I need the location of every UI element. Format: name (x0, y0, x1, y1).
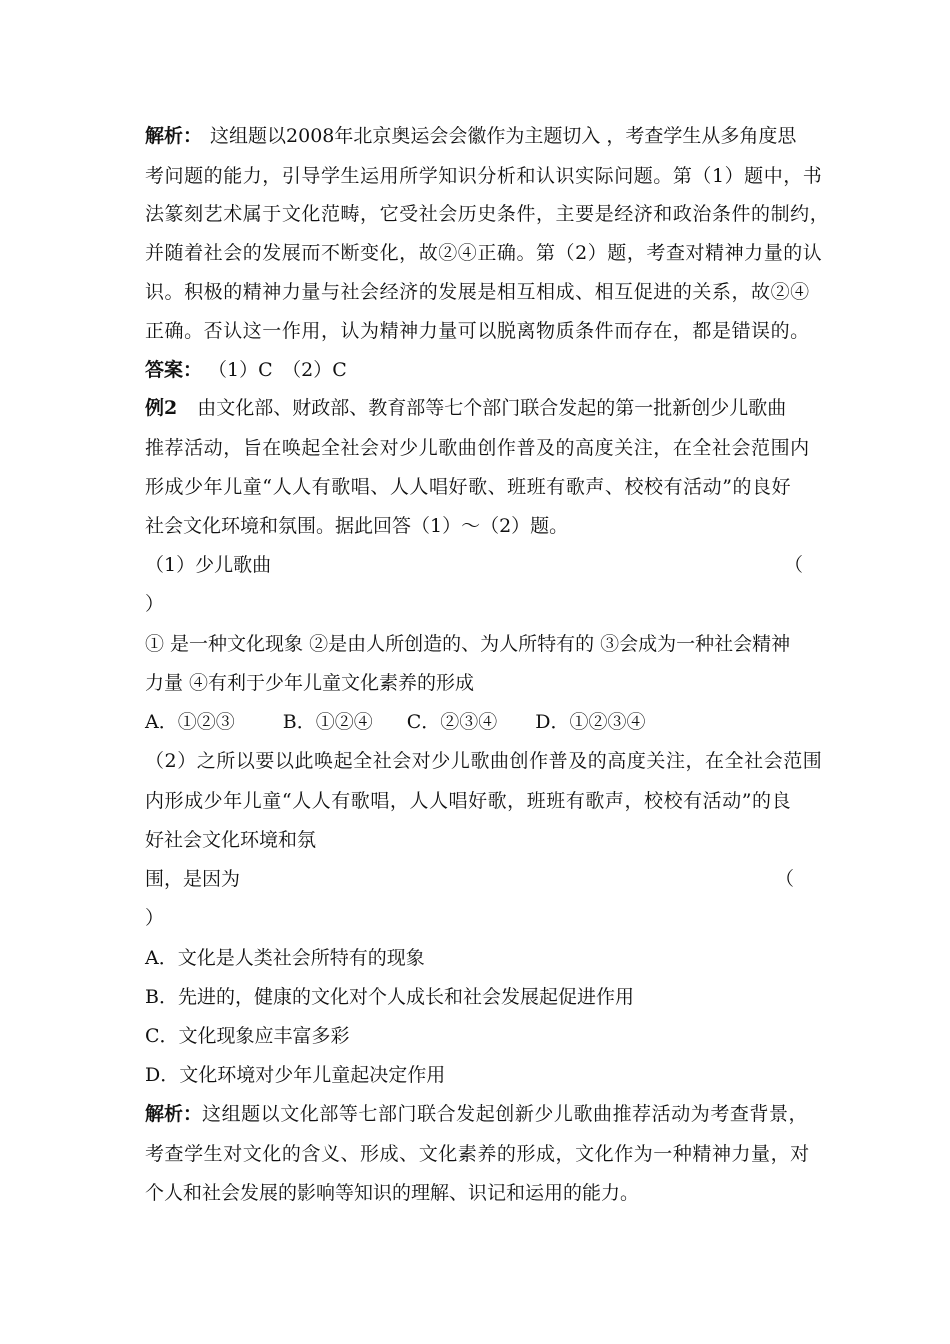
analysis2-text-1: 这组题以文化部等七部门联合发起创新少儿歌曲推荐活动为考查背景， (202, 1103, 809, 1125)
example2-line-2: 推荐活动，旨在唤起全社会对少儿歌曲创作普及的高度关注，在全社会范围内 (145, 437, 810, 459)
analysis1-line-4: 并随着社会的发展而不断变化，故②④正确。第（2）题，考查对精神力量的认 (145, 242, 823, 264)
q1-options (145, 710, 645, 734)
q2-stem-line-1: （2）之所以要以此唤起全社会对少儿歌曲创作普及的高度关注，在全社会范围 (145, 750, 823, 772)
answer-text: （1）C （2）C (208, 359, 347, 381)
analysis2-line-2: 考查学生对文化的含义、形成、文化素养的形成，文化作为一种精神力量，对 (145, 1143, 810, 1165)
example2-line-4: 社会文化环境和氛围。据此回答（1）～（2）题。 (145, 515, 569, 537)
analysis2-line-3: 个人和社会发展的影响等知识的理解、识记和运用的能力。 (145, 1182, 640, 1204)
example2-text-1: 由文化部、财政部、教育部等七个部门联合发起的第一批新创少儿歌曲 (197, 397, 787, 419)
q1-paren-close: ） (145, 593, 165, 615)
analysis1-line-3: 法篆刻艺术属于文化范畴，它受社会历史条件，主要是经济和政治条件的制约， (145, 203, 830, 225)
q1-option-b[interactable]: B．①②④ (282, 711, 373, 733)
q2-paren-open: （ (775, 868, 795, 890)
analysis1-line-1 (145, 124, 796, 148)
q1-statements-line-2: 力量 ④有利于少年儿童文化素养的形成 (145, 672, 475, 694)
analysis1-line-2: 考问题的能力，引导学生运用所学知识分析和认识实际问题。第（1）题中，书 (145, 165, 823, 187)
analysis1-text-1: 这组题以2008年北京奥运会会徽作为主题切入 ，考查学生从多角度思 (210, 125, 797, 147)
q2-option-c[interactable]: C．文化现象应丰富多彩 (145, 1025, 350, 1047)
q1-option-d[interactable]: D．①②③④ (535, 711, 646, 733)
q1-option-a[interactable]: A．①②③ (145, 711, 235, 733)
example2-line-1 (145, 396, 786, 420)
q2-option-b[interactable]: B．先进的，健康的文化对个人成长和社会发展起促进作用 (145, 986, 634, 1008)
analysis2-line-1 (145, 1102, 808, 1126)
q1-statements-line-1: ① 是一种文化现象 ②是由人所创造的、为人所特有的 ③会成为一种社会精神 (145, 633, 791, 655)
q2-stem-line-2: 内形成少年儿童“人人有歌唱，人人唱好歌，班班有歌声，校校有活动”的良 (145, 790, 792, 812)
example2-line-3: 形成少年儿童“人人有歌唱、人人唱好歌、班班有歌声、校校有活动”的良好 (145, 476, 792, 498)
q1-stem: （1）少儿歌曲 (145, 554, 272, 576)
q2-option-d[interactable]: D．文化环境对少年儿童起决定作用 (145, 1064, 446, 1086)
q1-paren-open: （ (784, 554, 804, 576)
example2-label: 例2 (145, 397, 178, 419)
q2-option-a[interactable]: A．文化是人类社会所特有的现象 (145, 947, 425, 969)
q2-stem-line-4: 围，是因为 (145, 868, 241, 890)
q2-paren-close: ） (145, 907, 165, 929)
analysis1-label: 解析： (145, 125, 203, 147)
answer-line (145, 358, 347, 382)
q1-option-c[interactable]: C．②③④ (406, 711, 498, 733)
answer-label: 答案： (145, 359, 203, 381)
analysis1-line-6: 正确。否认这一作用，认为精神力量可以脱离物质条件而存在，都是错误的。 (145, 320, 810, 342)
analysis1-line-5: 识。积极的精神力量与社会经济的发展是相互相成、相互促进的关系，故②④ (145, 281, 810, 303)
analysis2-label: 解析： (145, 1103, 203, 1125)
q2-stem-line-3: 好社会文化环境和氛 (145, 829, 317, 851)
